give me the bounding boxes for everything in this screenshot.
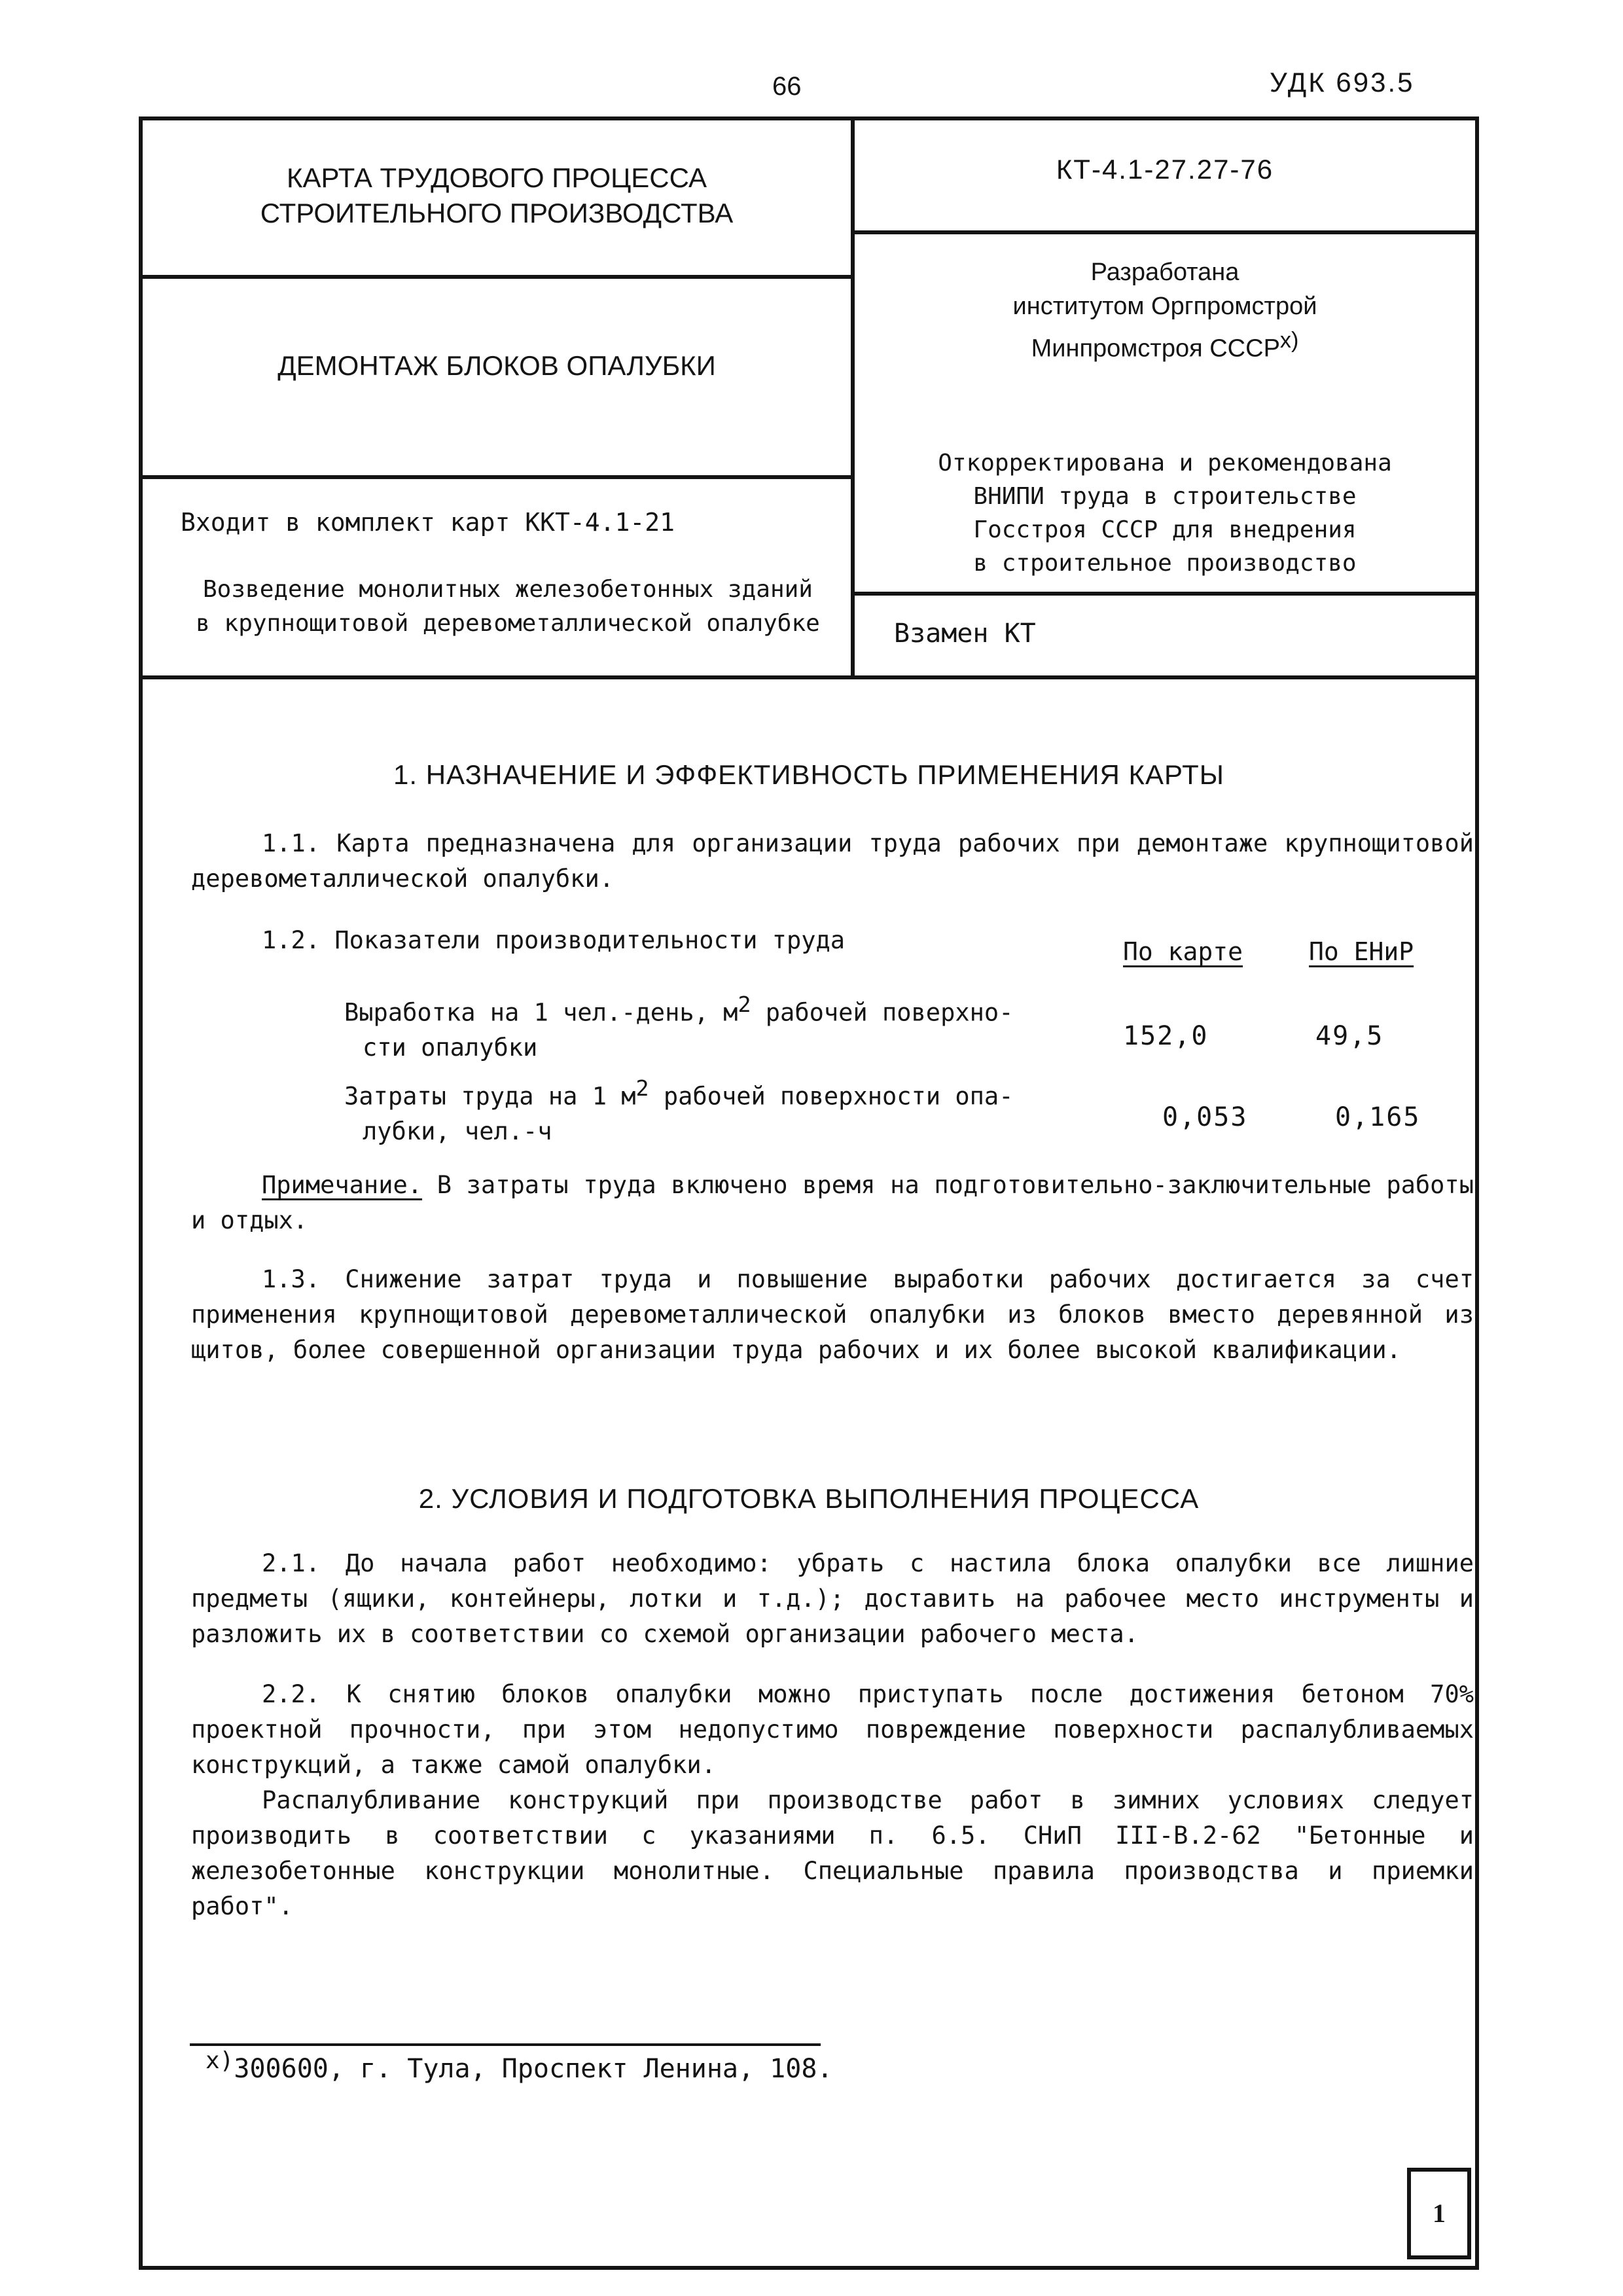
- correction-line: Откорректирована и рекомендована: [938, 450, 1392, 476]
- paragraph-number: 1.2.: [262, 926, 321, 954]
- developer-line: [855, 289, 1475, 323]
- kit-name-line: в крупнощитовой деревометаллической опалубке: [196, 610, 820, 637]
- indicator-label-part: рабочей поверхности опа-: [649, 1082, 1014, 1111]
- paragraph-2-2: [191, 1677, 1474, 1783]
- footnote-mark: x): [205, 2047, 234, 2074]
- footnote-mark: x): [1279, 328, 1299, 353]
- kit-name-line: Возведение монолитных железобетонных зданий: [203, 576, 813, 603]
- indicator-label-line: лубки, чел.-ч: [363, 1117, 552, 1146]
- paragraph-text: Снижение затрат труда и повышение выработки рабочих достигается за счет применения крупнощитовой деревометаллической опалубки из блоков вместо деревянной из щитов, более совершенной организации труда рабочих и их более высокой квалификации.: [191, 1265, 1474, 1364]
- correction-line: в строительное производство: [973, 550, 1357, 577]
- process-name: ДЕМОНТАЖ БЛОКОВ ОПАЛУБКИ: [277, 350, 716, 381]
- note: [191, 1168, 1474, 1238]
- indicator-output-label: [344, 987, 1064, 1066]
- replaces-card: Взамен КТ: [894, 619, 1036, 649]
- developer-institute: институтом Оргпромстрой: [1012, 293, 1317, 320]
- footnote: [205, 2047, 832, 2084]
- developer-line: Разработана: [1090, 259, 1240, 286]
- output-by-enir: 49,5: [1315, 1021, 1384, 1051]
- section-1-title: 1. НАЗНАЧЕНИЕ И ЭФФЕКТИВНОСТЬ ПРИМЕНЕНИЯ КАРТЫ: [393, 759, 1224, 790]
- paragraph-number: 2.1.: [262, 1549, 321, 1577]
- card-type-title: [143, 160, 851, 231]
- correction-line: Госстроя СССР для внедрения: [973, 516, 1357, 543]
- header-divider: [139, 475, 855, 479]
- page-number: 66: [772, 72, 802, 101]
- paragraph-1-2: [191, 923, 976, 958]
- footnote-text: 300600, г. Тула, Проспект Ленина, 108.: [234, 2054, 833, 2084]
- udk-code: УДК 693.5: [1270, 67, 1415, 98]
- footnote-separator: [190, 2043, 821, 2046]
- card-code: КТ-4.1-27.27-76: [1056, 154, 1274, 185]
- indicator-label-line: [344, 1071, 1064, 1114]
- paragraph-1-1: [191, 826, 1474, 897]
- paragraph-number: 2.2.: [262, 1680, 321, 1708]
- paragraph-text: Показатели производительности труда: [334, 926, 846, 954]
- paragraph-number: 1.1.: [262, 829, 321, 857]
- indicator-label-part: Выработка на 1 чел.-день, м: [344, 998, 738, 1027]
- paragraph-2-3: [191, 1783, 1474, 1924]
- header-divider: [139, 275, 855, 279]
- labor-by-enir: 0,165: [1335, 1102, 1421, 1132]
- correction-line: ВНИПИ труда в строительстве: [973, 483, 1357, 510]
- indicator-label-line: сти опалубки: [363, 1033, 538, 1062]
- developer-ministry: Минпромстроя СССР: [1031, 334, 1280, 363]
- header-divider: [139, 675, 1479, 679]
- indicator-label-part: рабочей поверхно-: [751, 998, 1014, 1027]
- paragraph-text: К снятию блоков опалубки можно приступать после достижения бетоном 70% проектной прочности, при этом недопустимо повреждение поверхности распалубливаемых конструкций, а также самой опалубки.: [191, 1680, 1474, 1779]
- labor-by-card: 0,053: [1162, 1102, 1248, 1132]
- column-header-card: По карте: [1123, 937, 1243, 966]
- paragraph-text: Распалубливание конструкций при производстве работ в зимних условиях следует производить в соответствии с указаниями п. 6.5. СНиП III-В.2-62 "Бетонные и железобетонные конструкции монолитные. Специальные правила производства и приемки работ".: [191, 1786, 1474, 1920]
- kit-reference: Входит в комплект карт ККТ-4.1-21: [181, 508, 675, 537]
- correction-info: [855, 446, 1475, 580]
- kit-name: [154, 573, 861, 641]
- header-divider: [851, 230, 1479, 234]
- unit-exponent: 2: [635, 1075, 649, 1101]
- note-text: В затраты труда включено время на подготовительно-заключительные работы и отдых.: [191, 1171, 1474, 1234]
- developer-line: [855, 323, 1475, 366]
- indicator-label-line: [344, 987, 1064, 1030]
- header-divider: [851, 592, 1479, 596]
- output-by-card: 152,0: [1123, 1021, 1209, 1051]
- indicator-labor-label: [344, 1071, 1064, 1149]
- paragraph-1-3: [191, 1262, 1474, 1368]
- section-2-title: 2. УСЛОВИЯ И ПОДГОТОВКА ВЫПОЛНЕНИЯ ПРОЦЕССА: [418, 1483, 1200, 1514]
- unit-exponent: 2: [738, 992, 751, 1017]
- column-header-enir: По ЕНиР: [1309, 937, 1414, 966]
- indicator-label-part: Затраты труда на 1 м: [344, 1082, 636, 1111]
- paragraph-number: 1.3.: [262, 1265, 321, 1293]
- sheet-number: 1: [1407, 2168, 1471, 2259]
- paragraph-2-1: [191, 1546, 1474, 1652]
- developer-info: [855, 255, 1475, 366]
- paragraph-text: До начала работ необходимо: убрать с настила блока опалубки все лишние предметы (ящики, контейнеры, лотки и т.д.); доставить на рабочее место инструменты и разложить их в соответствии со схемой организации рабочего места.: [191, 1549, 1474, 1648]
- note-label: Примечание.: [262, 1171, 423, 1199]
- card-type-title-line: СТРОИТЕЛЬНОГО ПРОИЗВОДСТВА: [260, 198, 734, 228]
- card-type-title-line: КАРТА ТРУДОВОГО ПРОЦЕССА: [287, 162, 707, 193]
- paragraph-text: Карта предназначена для организации труда рабочих при демонтаже крупнощитовой деревометаллической опалубки.: [191, 829, 1474, 893]
